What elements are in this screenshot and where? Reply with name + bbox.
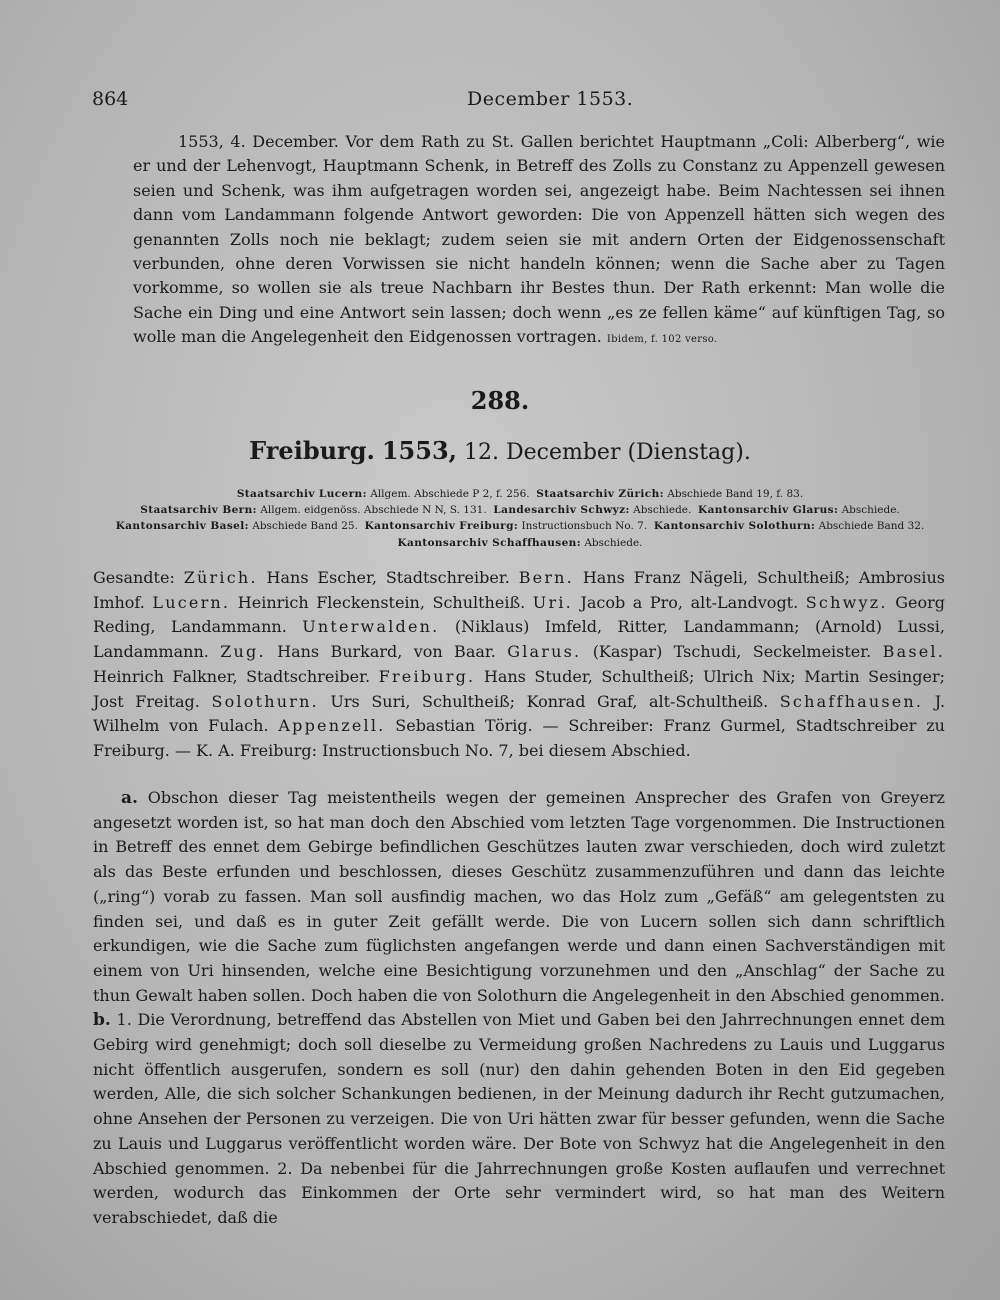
envoy-canton: Solothurn. [211, 691, 319, 711]
source-ref: Abschiede. [633, 504, 692, 517]
envoys-closing: — Schreiber: Franz Gurmel, Stadtschreiber zu Freiburg. — K. A. Freiburg: Instructionsbuch No. 7, bei diesem Abschied. [93, 716, 945, 760]
envoy-names: Hans Studer, Schultheiß; Ulrich Nix; Martin Sesinger; Jost Freitag. [93, 666, 945, 711]
source-entry [654, 520, 924, 532]
intro-date: 1553, 4. December. [178, 132, 339, 151]
document-title [0, 436, 1000, 465]
source-entry [365, 520, 648, 532]
source-ref: Abschiede Band 19, f. 83. [667, 488, 804, 500]
document-place: Freiburg. [249, 436, 375, 465]
envoy-names: Georg Reding, Landammann. [93, 592, 945, 637]
envoy-canton: Glarus. [507, 642, 582, 662]
source-archive: Kantonsarchiv Freiburg: [364, 520, 519, 533]
source-ref: Abschiede. [584, 536, 643, 549]
envoy-canton: Freiburg. [378, 666, 476, 686]
sources-list [95, 486, 945, 551]
source-entry [140, 504, 486, 516]
envoy-canton: Schwyz. [805, 592, 888, 612]
document-year: 1553, [381, 436, 457, 465]
envoy-names: Jacob a Pro, alt-Landvogt. [580, 592, 799, 612]
section-label-b: b. [93, 1010, 111, 1031]
source-entry [536, 488, 803, 500]
envoy-canton: Uri. [532, 592, 573, 612]
source-entry [698, 504, 900, 516]
source-archive: Staatsarchiv Lucern: [236, 488, 367, 500]
envoy-canton: Lucern. [152, 592, 231, 612]
document-number: 288. [470, 386, 530, 415]
intro-citation: Ibidem, f. 102 verso. [606, 334, 718, 346]
envoys-paragraph [93, 566, 945, 764]
envoys-label: Gesandte: [93, 568, 175, 587]
envoy-canton: Zug. [220, 642, 266, 662]
envoy-names: Heinrich Fleckenstein, Schultheiß. [237, 592, 526, 612]
envoy-canton: Appenzell. [278, 716, 386, 736]
envoy-names: J. Wilhelm von Fulach. [93, 691, 946, 736]
intro-text: Vor dem Rath zu St. Gallen berichtet Hauptmann „Coli: Alberberg“, wie er und der Lehenvogt, Hauptmann Schenk, in Betreff des Zolls zu Constanz zu Appenzell gewesen seien und Schenk, was ihm aufgetragen worden sei, angezeigt habe. Beim Nachtessen sei ihnen dann vom Landammann folgende Antwort geworden: Die von Appenzell hätten sich wegen des genannten Zolls noch nie beklagt; zudem seien sie mit andern Orten der Eidgenossenschaft verbunden, ohne deren Vorwissen sie nicht handeln können; wenn die Sache aber zu Tagen vorkomme, so wollen sie als treue Nachbarn ihr Bestes thun. Der Rath erkennt: Man wolle die Sache ein Ding und eine Antwort sein lassen; doch wenn „es ze fellen käme“ auf künftigen Tag, so wolle man die Angelegenheit den Eidgenossen vortragen. [133, 132, 945, 347]
resolution-paragraph [93, 786, 945, 1231]
envoy-canton: Schaffhausen. [779, 691, 924, 711]
source-archive: Landesarchiv Schwyz: [493, 504, 630, 517]
envoy-canton: Unterwalden. [302, 617, 440, 637]
page-number: 864 [92, 88, 129, 110]
source-ref: Abschiede Band 25. [252, 520, 358, 533]
source-archive: Kantonsarchiv Schaffhausen: [397, 536, 581, 549]
source-archive: Staatsarchiv Bern: [140, 504, 257, 517]
source-ref: Allgem. Abschiede P 2, f. 256. [370, 488, 530, 500]
envoy-names: (Niklaus) Imfeld, Ritter, Landammann; (Arnold) Lussi, Landammann. [93, 617, 945, 662]
envoy-names: Sebastian Törig. [395, 716, 533, 736]
intro-paragraph [133, 130, 945, 353]
source-entry [397, 537, 642, 549]
source-entry [116, 520, 358, 532]
envoy-names: Urs Suri, Schultheiß; Konrad Graf, alt-Schultheiß. [330, 691, 769, 711]
running-title: December 1553. [467, 88, 634, 110]
envoy-canton: Zürich. [183, 568, 258, 587]
source-ref: Allgem. eidgenöss. Abschiede N N, S. 131. [260, 504, 487, 517]
envoy-names: Hans Escher, Stadtschreiber. [266, 568, 510, 587]
source-ref: Abschiede Band 32. [818, 520, 925, 533]
source-ref: Abschiede. [841, 504, 900, 517]
source-ref: Instructionsbuch No. 7. [521, 520, 648, 533]
source-archive: Kantonsarchiv Solothurn: [653, 520, 816, 533]
source-archive: Kantonsarchiv Glarus: [698, 504, 839, 517]
envoy-names: Hans Burkard, von Baar. [277, 642, 496, 662]
section-label-a: a. [121, 788, 138, 808]
envoy-names: Heinrich Falkner, Stadtschreiber. [93, 666, 371, 686]
envoy-canton: Bern. [518, 568, 574, 587]
source-entry [237, 488, 530, 500]
section-text-b: 1. Die Verordnung, betreffend das Abstellen von Miet und Gaben bei den Jahrrechnungen ennet dem Gebirg wird genehmigt; doch soll dieselbe zu Vermeidung großen Nachredens zu Lauis und Luggarus nicht öffentlich ausgerufen, sondern es soll (nur) den dahin gehenden Boten in den Eid gegeben werden, Alle, die sich solcher Schankungen bedienen, in der Meinung dadurch ihr Recht gutzumachen, ohne Ansehen der Personen zu verzeigen. Die von Uri hätten zwar für besser gefunden, wenn die Sache zu Lauis und Luggarus veröffentlicht worden wäre. Der Bote von Schwyz hat die Angelegenheit in den Abschied genommen. 2. Da nebenbei für die Jahrrechnungen große Kosten auflaufen und verrechnet werden, wodurch das Einkommen der Orte sehr vermindert wird, so hat man des Weitern verabschiedet, daß die [93, 1010, 945, 1227]
section-text-a: Obschon dieser Tag meistentheils wegen der gemeinen Ansprecher des Grafen von Greyerz angesetzt worden ist, so hat man doch den Abschied vom letzten Tage vorgenommen. Die Instructionen in Betreff des ennet dem Gebirge befindlichen Geschützes lauten zwar verschieden, doch wird zuletzt als das Beste erfunden und beschlossen, dieses Geschütz zusammenzuführen und dann das leichte („ring“) vorab zu fassen. Man soll ausfindig machen, wo das Holz zum „Gefäß“ am gelegentsten zu finden sei, und daß es in guter Zeit gefällt werde. Die von Lucern sollen sich dann schriftlich erkundigen, wie die Sache zum füglichsten angefangen werde und dann einen Sachverständigen mit einem von Uri hinsenden, welche eine Besichtigung vorzunehmen und den „Anschlag“ der Sache zu thun Gewalt haben sollen. Doch haben die von Solothurn die Angelegenheit in den Abschied genommen. [93, 788, 945, 1005]
source-entry [493, 504, 691, 516]
envoy-canton: Basel. [882, 642, 946, 662]
source-archive: Staatsarchiv Zürich: [536, 488, 664, 500]
envoy-names: Hans Franz Nägeli, Schultheiß; Ambrosius Imhof. [93, 568, 945, 612]
document-date: 12. December (Dienstag). [464, 440, 751, 465]
page-header [92, 88, 922, 118]
source-archive: Kantonsarchiv Basel: [115, 520, 249, 533]
envoy-names: (Kaspar) Tschudi, Seckelmeister. [592, 642, 872, 662]
